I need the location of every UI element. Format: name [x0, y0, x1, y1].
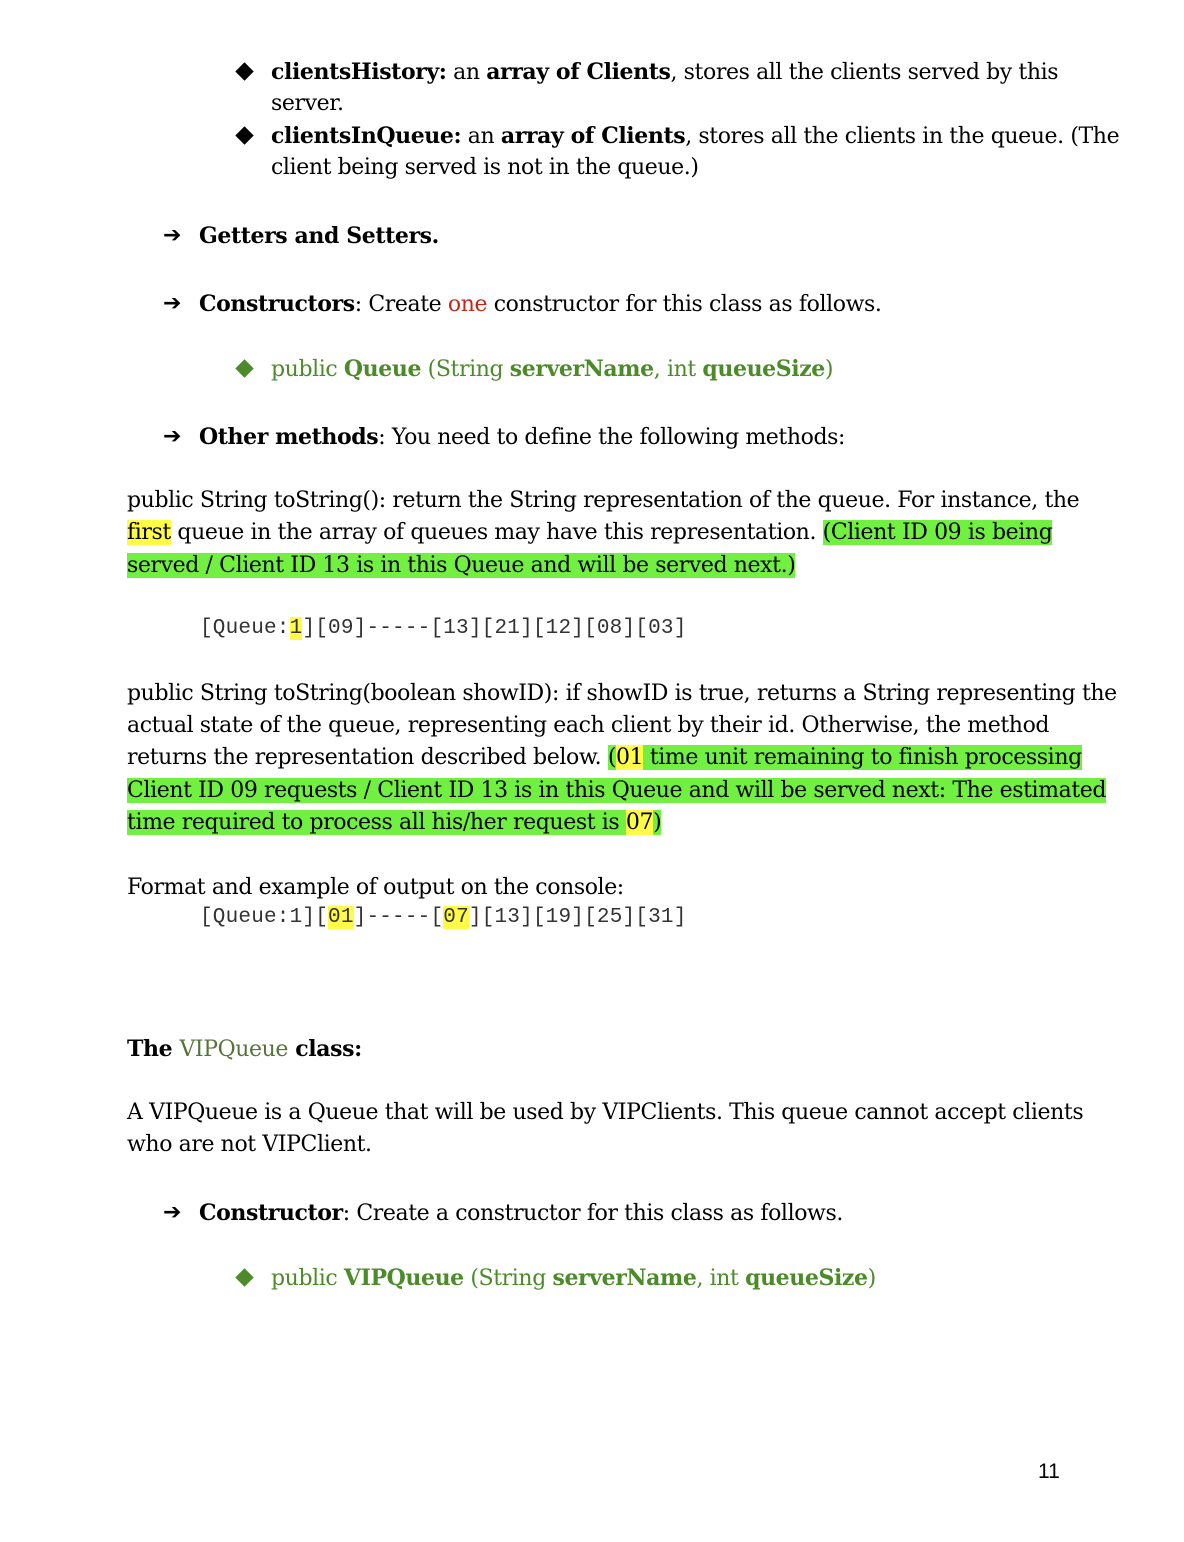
arrow-right-icon: ➔: [163, 1200, 182, 1225]
tostring-bool-line-3: returns the representation described below. (01 time unit remaining to finish processing: [127, 745, 1082, 770]
clients-history-line-2: server.: [271, 91, 344, 116]
bullet-diamond-icon: [235, 359, 253, 377]
tostring-bool-line-4: Client ID 09 requests / Client ID 13 is in this Queue and will be served next: The estimated: [127, 778, 1107, 803]
tostring-line-1: public String toString(): return the String representation of the queue. For instance, the: [127, 488, 1080, 513]
vipqueue-constructor-signature: public VIPQueue (String serverName, int queueSize): [271, 1265, 876, 1291]
vipqueue-desc-line-1: A VIPQueue is a Queue that will be used by VIPClients. This queue cannot accept clients: [127, 1100, 1084, 1125]
arrow-right-icon: ➔: [163, 424, 182, 449]
format-label: Format and example of output on the console:: [127, 875, 624, 900]
tostring-line-2: first queue in the array of queues may have this representation. (Client ID 09 is being: [127, 520, 1053, 545]
other-methods-line: Other methods: You need to define the following methods:: [199, 424, 846, 450]
bullet-diamond-icon: [235, 1268, 253, 1286]
clients-history-line: clientsHistory: an array of Clients, stores all the clients served by this: [271, 59, 1059, 85]
getters-setters: Getters and Setters.: [199, 223, 439, 249]
arrow-right-icon: ➔: [163, 223, 182, 248]
bullet-diamond-icon: [235, 126, 253, 144]
vipqueue-desc-line-2: who are not VIPClient.: [127, 1132, 372, 1157]
clients-in-queue-line: clientsInQueue: an array of Clients, stores all the clients in the queue. (The: [271, 123, 1120, 149]
constructors-line: Constructors: Create one constructor for this class as follows.: [199, 291, 882, 317]
code-example-2: [Queue:1][01]-----[07][13][19][25][31]: [200, 906, 687, 929]
tostring-bool-line-2: actual state of the queue, representing each client by their id. Otherwise, the method: [127, 713, 1050, 738]
page-number: 11: [1038, 1460, 1060, 1483]
tostring-bool-line-5: time required to process all his/her request is 07): [127, 810, 662, 835]
tostring-bool-line-1: public String toString(boolean showID): if showID is true, returns a String representing the: [127, 681, 1117, 706]
arrow-right-icon: ➔: [163, 291, 182, 316]
bullet-diamond-icon: [235, 62, 253, 80]
clients-in-queue-line-2: client being served is not in the queue.): [271, 155, 699, 180]
tostring-line-3: served / Client ID 13 is in this Queue and will be served next.): [127, 553, 796, 578]
code-example-1: [Queue:1][09]-----[13][21][12][08][03]: [200, 617, 687, 640]
vipqueue-heading: The VIPQueue class:: [127, 1036, 362, 1062]
vip-constructor-line: Constructor: Create a constructor for this class as follows.: [199, 1200, 843, 1226]
queue-constructor-signature: public Queue (String serverName, int queueSize): [271, 356, 834, 382]
